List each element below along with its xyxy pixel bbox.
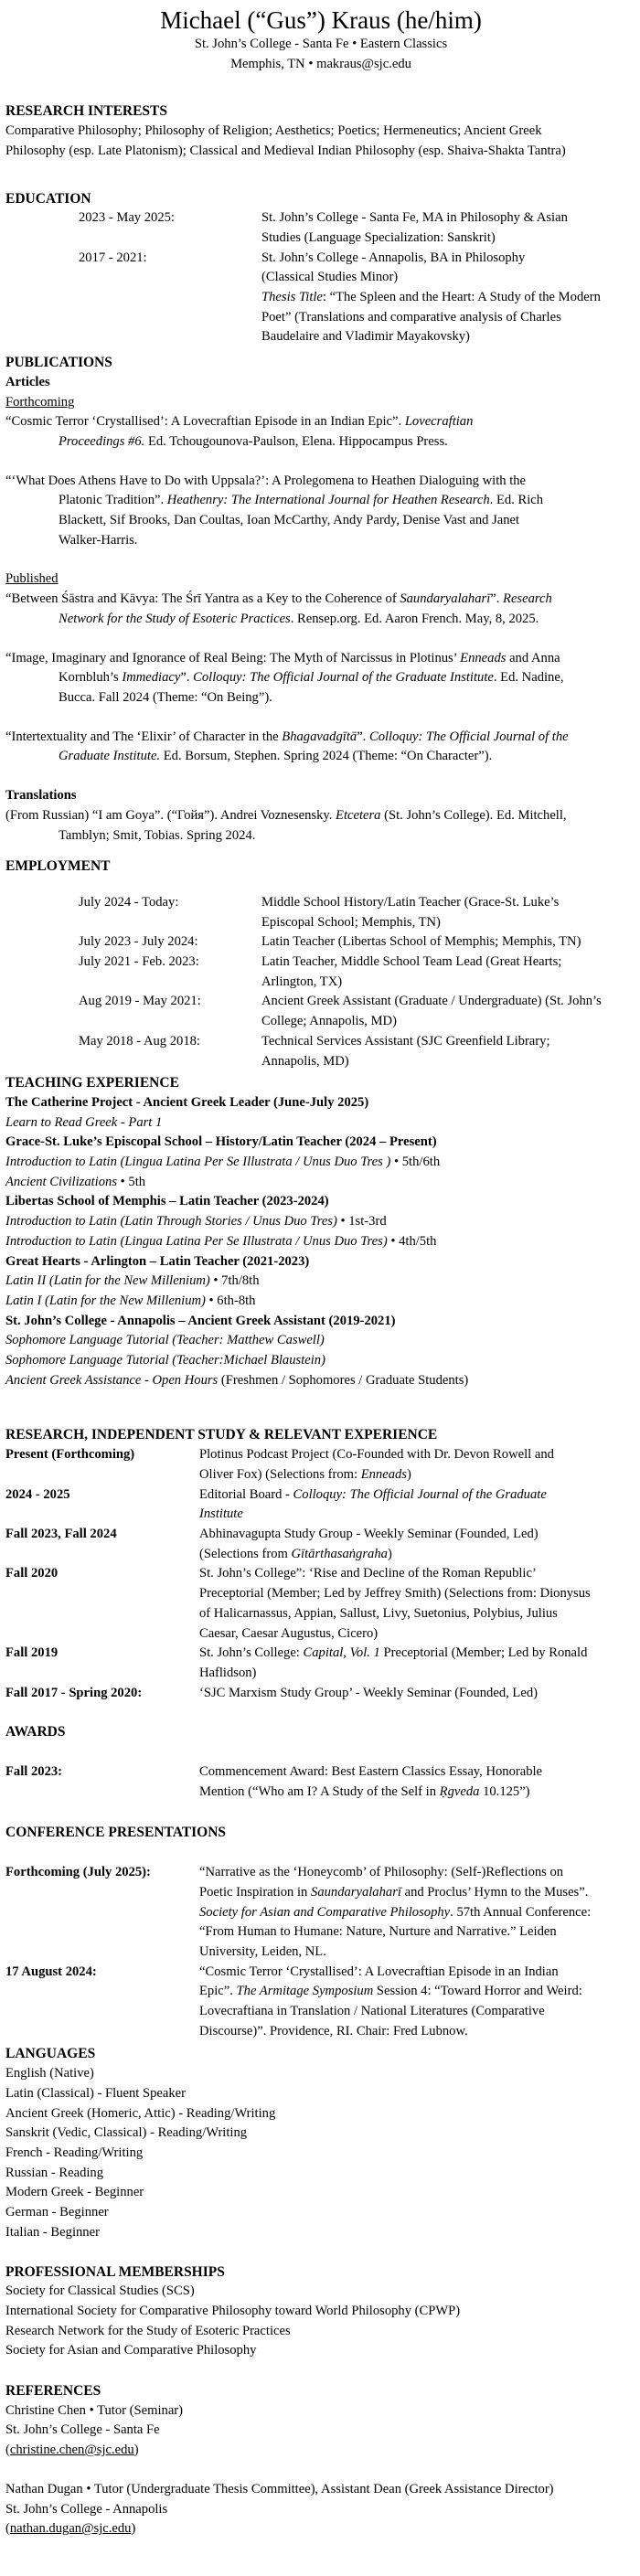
section-teaching-experience	[5, 1073, 636, 1390]
row-description: Latin Teacher, Middle School Team Lead (Great Hearts; Arlington, TX)	[261, 954, 562, 989]
teaching-line: Ancient Greek Assistance - Open Hours (Freshmen / Sophomores / Graduate Students)	[5, 1372, 469, 1388]
row-description: St. John’s College - Annapolis, BA in Philosophy (Classical Studies Minor) Thesis Title: “The Spleen and the Heart: A Study of the Modern Poet” (Translations and comparative analysis of Charles Baudelaire and Vladimir Mayakovsky)	[261, 250, 601, 345]
reference-entry	[5, 2480, 636, 2539]
teaching-line: Learn to Read Greek - Part 1	[5, 1114, 163, 1130]
employment-row	[5, 932, 636, 953]
publications-forthcoming-label: Forthcoming	[5, 394, 75, 410]
section-publications	[5, 353, 636, 846]
publications-published-label: Published	[5, 571, 59, 587]
research-experience-row	[5, 1485, 636, 1525]
teaching-line: Latin II (Latin for the New Millenium) • 7th/8th	[5, 1273, 260, 1289]
research-experience-row	[5, 1564, 636, 1644]
section-employment	[5, 857, 636, 1071]
row-date-label: Aug 2019 - May 2021:	[79, 994, 201, 1009]
language-item: Modern Greek - Beginner	[5, 2185, 144, 2200]
row-description: St. John’s College”: ‘Rise and Decline of the Roman Republic’ Preceptorial (Member; Led by Jeffrey Smith) (Selections from: Dionysus of Halicarnassus, Appian, Sallust, Livy, Suetonius, Polybius, Julius Caesar, Caesar Augustus, Cicero)	[199, 1566, 591, 1641]
row-period-label: Present (Forthcoming)	[5, 1447, 135, 1463]
row-period-label: Fall 2017 - Spring 2020:	[5, 1685, 143, 1700]
research-experience-row	[5, 1684, 636, 1704]
research-experience-row	[5, 1644, 636, 1683]
language-item: Ancient Greek (Homeric, Attic) - Reading/Writing	[5, 2105, 276, 2121]
row-date-label: 2017 - 2021:	[79, 250, 147, 265]
teaching-line: Sophomore Language Tutorial (Teacher:Michael Blaustein)	[5, 1353, 325, 1368]
row-description: ‘SJC Marxism Study Group’ - Weekly Seminar (Founded, Led)	[199, 1685, 538, 1700]
row-description: “Cosmic Terror ‘Crystallised’: A Lovecraftian Episode in an Indian Epic”. The Armitage Symposium Session 4: “Toward Horror and Weird: Lovecraftiana in Translation / National Literatures (Comparative Discourse)”. Providence, RI. Chair: Fred Lubnow.	[199, 1964, 582, 2038]
teaching-heading: TEACHING EXPERIENCE	[5, 1075, 179, 1091]
row-period-label: 2024 - 2025	[5, 1486, 70, 1502]
row-description: St. John’s College: Capital, Vol. 1 Preceptorial (Member; Led by Ronald Haflidson)	[199, 1645, 588, 1680]
row-date-label: May 2018 - Aug 2018:	[79, 1033, 200, 1048]
reference-entry	[5, 2401, 636, 2461]
employment-row	[5, 893, 636, 932]
education-row	[5, 208, 636, 248]
language-item: Italian - Beginner	[5, 2224, 100, 2240]
teaching-line: Libertas School of Memphis – Latin Teacher (2023-2024)	[5, 1194, 329, 1209]
professional-memberships-heading: PROFESSIONAL MEMBERSHIPS	[5, 2263, 225, 2280]
teaching-line: Introduction to Latin (Lingua Latina Per Se Illustrata / Unus Duo Tres) • 4th/5th	[5, 1233, 437, 1249]
research-interests-text: Comparative Philosophy; Philosophy of Religion; Aesthetics; Poetics; Hermeneutics; Ancient Greek Philosophy (esp. Late Platonism); Classical and Medieval Indian Philosophy (esp. Shaiva-Shakta Tantra)	[5, 123, 566, 158]
conference-row	[5, 1963, 636, 2042]
section-education	[5, 189, 636, 348]
reference-email-line email-link[interactable]: (christine.chen@sjc.edu)	[5, 2443, 139, 2458]
row-description: Plotinus Podcast Project (Co-Founded with Dr. Devon Rowell and Oliver Fox) (Selections from: Enneads)	[199, 1447, 554, 1482]
section-conference-presentations	[5, 1823, 636, 2041]
awards-heading: AWARDS	[5, 1724, 66, 1740]
reference-email-line email-link[interactable]: (nathan.dugan@sjc.edu)	[5, 2521, 136, 2537]
row-period-label: 17 August 2024:	[5, 1964, 97, 1979]
conference-presentations-heading: CONFERENCE PRESENTATIONS	[5, 1825, 227, 1841]
language-item: English (Native)	[5, 2066, 94, 2081]
row-description: Commencement Award: Best Eastern Classics Essay, Honorable Mention (“Who am I? A Study of the Self in Ṛgveda 10.125”)	[199, 1764, 543, 1799]
employment-row	[5, 992, 636, 1031]
education-heading: EDUCATION	[5, 190, 91, 207]
language-item: Russian - Reading	[5, 2165, 104, 2180]
research-experience-row	[5, 1525, 636, 1564]
publication-entry: “Between Śāstra and Kāvya: The Śrī Yantra as a Key to the Coherence of Saundaryalaharī”. Research Network for the Study of Esoteric Practices. Rensep.org. Ed. Aaron French. May, 8, 2025.	[5, 591, 552, 626]
publication-entry: “‘What Does Athens Have to Do with Uppsala?’: A Prolegomena to Heathen Dialoguing with the Platonic Tradition”. Heathenry: The International Journal for Heathen Research. Ed. Rich Blackett, Sif Brooks, Dan Coultas, Ioan McCarthy, Andy Pardy, Denise Vast and Janet Walker-Harris.	[5, 473, 544, 548]
membership-item: Society for Asian and Comparative Philosophy	[5, 2343, 257, 2358]
reference-name-line: Christine Chen • Tutor (Seminar)	[5, 2402, 184, 2418]
section-research-experience	[5, 1425, 636, 1703]
cv-header	[5, 5, 636, 74]
references-heading: REFERENCES	[5, 2383, 101, 2400]
header-affiliation: St. John’s College - Santa Fe • Eastern Classics	[194, 37, 448, 51]
header-contact: Memphis, TN • makraus@sjc.edu	[230, 56, 411, 71]
publication-entry: “Intertextuality and The ‘Elixir’ of Character in the Bhagavadgītā”. Colloquy: The Official Journal of the Graduate Institute. Ed. Borsum, Stephen. Spring 2024 (Theme: “On Character”).	[5, 729, 569, 764]
row-period-label: Fall 2020	[5, 1566, 59, 1581]
page-title: Michael (“Gus”) Kraus (he/him)	[160, 6, 482, 34]
row-period-label: Fall 2019	[5, 1645, 59, 1661]
membership-item: International Society for Comparative Philosophy toward World Philosophy (CPWP)	[5, 2303, 461, 2318]
language-item: Sanskrit (Vedic, Classical) - Reading/Writing	[5, 2125, 248, 2141]
employment-heading: EMPLOYMENT	[5, 858, 111, 875]
language-item: Latin (Classical) - Fluent Speaker	[5, 2085, 186, 2101]
row-description: “Narrative as the ‘Honeycomb’ of Philosophy: (Self-)Reflections on Poetic Inspiration in Saundaryalaharī and Proclus’ Hymn to the Muses”. Society for Asian and Comparative Philosophy. 57th Annual Conference: “From Human to Humane: Nature, Nurture and Narrative.” Leiden University, Leiden, NL.	[199, 1865, 592, 1959]
language-item: French - Reading/Writing	[5, 2145, 144, 2160]
row-period-label: Fall 2023:	[5, 1764, 63, 1780]
research-interests-heading: RESEARCH INTERESTS	[5, 103, 168, 120]
membership-item: Society for Classical Studies (SCS)	[5, 2283, 195, 2299]
row-date-label: July 2021 - Feb. 2023:	[79, 954, 199, 970]
publications-articles-label: Articles	[5, 374, 50, 389]
row-description: Latin Teacher (Libertas School of Memphis; Memphis, TN)	[261, 934, 581, 950]
section-references	[5, 2381, 636, 2539]
section-awards	[5, 1722, 636, 1802]
teaching-line: Ancient Civilizations • 5th	[5, 1174, 146, 1189]
teaching-line: Introduction to Latin (Latin Through Stories / Unus Duo Tres) • 1st-3rd	[5, 1214, 387, 1229]
row-description: St. John’s College - Santa Fe, MA in Philosophy & Asian Studies (Language Specialization: Sanskrit)	[261, 210, 568, 245]
row-description: Abhinavagupta Study Group - Weekly Seminar (Founded, Led) (Selections from Gītārthasaṅgraha)	[199, 1527, 539, 1561]
teaching-line: Sophomore Language Tutorial (Teacher: Matthew Caswell)	[5, 1333, 325, 1348]
section-languages	[5, 2044, 636, 2242]
language-item: German - Beginner	[5, 2205, 109, 2220]
reference-institution-line: St. John’s College - Annapolis	[5, 2501, 168, 2517]
employment-row	[5, 1032, 636, 1071]
publication-entry: (From Russian) “I am Goya”. (“Гойя”). Andrei Voznesensky. Etcetera (St. John’s College). Ed. Mitchell, Tamblyn; Smit, Tobias. Spring 2024.	[5, 807, 567, 843]
publications-heading: PUBLICATIONS	[5, 355, 112, 371]
conference-row	[5, 1863, 636, 1963]
row-description: Middle School History/Latin Teacher (Grace-St. Luke’s Episcopal School; Memphis, TN)	[261, 894, 560, 930]
section-professional-memberships	[5, 2262, 636, 2362]
row-date-label: July 2024 - Today:	[79, 894, 179, 910]
publications-translations-label: Translations	[5, 788, 77, 804]
row-period-label: Fall 2023, Fall 2024	[5, 1527, 117, 1541]
row-period-label: Forthcoming (July 2025):	[5, 1865, 151, 1880]
teaching-line: Latin I (Latin for the New Millenium) • 6th-8th	[5, 1293, 256, 1308]
research-experience-heading: RESEARCH, INDEPENDENT STUDY & RELEVANT EXPERIENCE	[5, 1427, 438, 1443]
teaching-line: The Catherine Project - Ancient Greek Leader (June-July 2025)	[5, 1094, 369, 1110]
publication-entry: “Image, Imaginary and Ignorance of Real Being: The Myth of Narcissus in Plotinus’ Enneads and Anna Kornbluh’s Immediacy”. Colloquy: The Official Journal of the Graduate Institute. Ed. Nadine, Bucca. Fall 2024 (Theme: “On Being”).	[5, 650, 564, 705]
reference-name-line: Nathan Dugan • Tutor (Undergraduate Thesis Committee), Assistant Dean (Greek Assistance Director)	[5, 2481, 554, 2496]
teaching-line: Introduction to Latin (Lingua Latina Per Se Illustrata / Unus Duo Tres ) • 5th/6th	[5, 1155, 441, 1170]
employment-row	[5, 953, 636, 992]
row-date-label: 2023 - May 2025:	[79, 210, 175, 226]
publication-entry: “Cosmic Terror ‘Crystallised’: A Lovecraftian Episode in an Indian Epic”. Lovecraftian Proceedings #6. Ed. Tchougounova-Paulson, Elena. Hippocampus Press.	[5, 414, 474, 449]
education-row	[5, 249, 636, 348]
teaching-line: Grace-St. Luke’s Episcopal School – History/Latin Teacher (2024 – Present)	[5, 1134, 437, 1150]
reference-institution-line: St. John’s College - Santa Fe	[5, 2422, 160, 2438]
row-date-label: July 2023 - July 2024:	[79, 934, 198, 950]
row-description: Editorial Board - Colloquy: The Official Journal of the Graduate Institute	[199, 1486, 547, 1522]
section-research-interests	[5, 101, 636, 161]
teaching-line: St. John’s College - Annapolis – Ancient Greek Assistant (2019-2021)	[5, 1313, 396, 1328]
research-experience-row	[5, 1445, 636, 1485]
award-row	[5, 1762, 636, 1802]
membership-item: Research Network for the Study of Esoteric Practices	[5, 2323, 291, 2338]
languages-heading: LANGUAGES	[5, 2046, 96, 2062]
row-description: Technical Services Assistant (SJC Greenfield Library; Annapolis, MD)	[261, 1033, 550, 1069]
row-description: Ancient Greek Assistant (Graduate / Undergraduate) (St. John’s College; Annapolis, MD)	[261, 994, 602, 1029]
teaching-line: Great Hearts - Arlington – Latin Teacher (2021-2023)	[5, 1253, 310, 1269]
